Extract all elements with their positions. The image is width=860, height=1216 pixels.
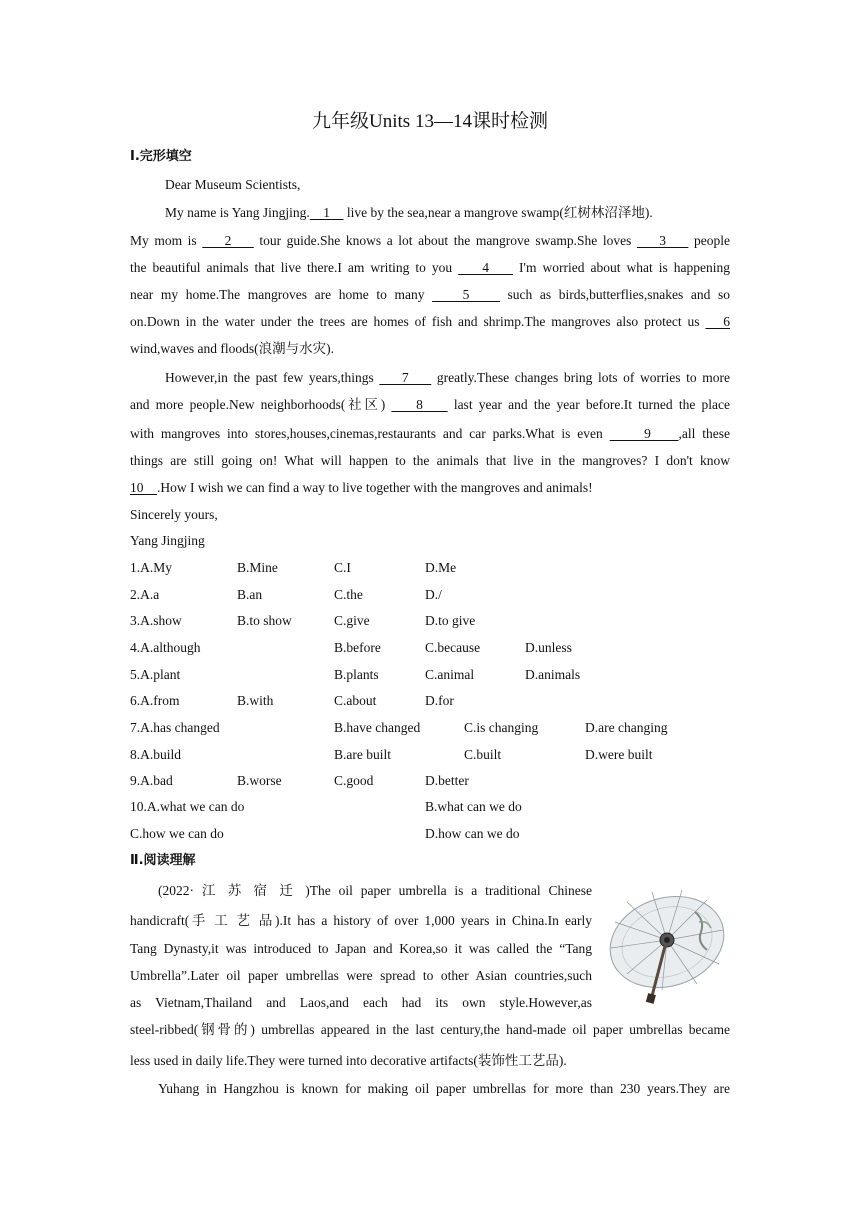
option: 9.A.bad — [130, 773, 173, 788]
passage-line: wind,waves and floods(浪潮与水灾). — [130, 341, 334, 356]
option: B.with — [237, 693, 274, 708]
passage-line: on.Down in the water under the trees are homes of fish and shrimp.The mangroves also protect us 6 — [130, 314, 730, 329]
letter-salutation: Dear Museum Scientists, — [165, 177, 301, 192]
passage-line: with mangroves into stores,houses,cinemas,restaurants and car parks.What is even 9 ,all these — [130, 426, 731, 441]
option: D.are changing — [585, 720, 668, 735]
option: 4.A.although — [130, 640, 201, 655]
blank-2: 2 — [202, 233, 254, 248]
reading-line: as Vietnam,Thailand and Laos,and each had its own style.However,as — [130, 995, 592, 1010]
option: C.about — [334, 693, 377, 708]
option: B.worse — [237, 773, 282, 788]
reading-line: less used in daily life.They were turned into decorative artifacts(装饰性工艺品). — [130, 1053, 567, 1068]
option: 3.A.show — [130, 613, 182, 628]
reading-line: Tang Dynasty,it was introduced to Japan and Korea,so it was called the “Tang — [130, 941, 592, 956]
blank-1: 1 — [309, 205, 344, 220]
option: D.were built — [585, 747, 653, 762]
option: D.for — [425, 693, 454, 708]
option: B.what can we do — [425, 799, 522, 814]
section2-heading: Ⅱ.阅读理解 — [130, 853, 196, 868]
section1-heading: Ⅰ.完形填空 — [130, 149, 192, 164]
option: 6.A.from — [130, 693, 180, 708]
option: C.I — [334, 560, 351, 575]
passage-line: My name is Yang Jingjing. 1 live by the sea,near a mangrove swamp(红树林沼泽地). — [165, 205, 653, 220]
option: C.how we can do — [130, 826, 224, 841]
oil-paper-umbrella-image — [607, 882, 732, 1007]
reading-line: Umbrella”.Later oil paper umbrellas were spread to other Asian countries,such — [130, 968, 592, 983]
option: B.plants — [334, 667, 379, 682]
option: D.unless — [525, 640, 572, 655]
reading-line: steel-ribbed(钢骨的) umbrellas appeared in the last century,the hand-made oil paper umbrellas became — [130, 1022, 730, 1037]
option: D.Me — [425, 560, 457, 575]
letter-closing: Sincerely yours, — [130, 507, 218, 522]
option: D.to give — [425, 613, 476, 628]
blank-9: 9 — [609, 426, 679, 441]
reading-line: (2022· 江 苏 宿 迁 )The oil paper umbrella is a traditional Chinese — [158, 883, 592, 898]
option: 1.A.My — [130, 560, 173, 575]
passage-line: My mom is 2 tour guide.She knows a lot about the mangrove swamp.She loves 3 people — [130, 233, 730, 248]
option: C.give — [334, 613, 370, 628]
blank-5: 5 — [432, 287, 500, 302]
option: C.built — [464, 747, 502, 762]
passage-line: things are still going on! What will happen to the animals that live in the mangroves? I don't know — [130, 453, 730, 468]
blank-3: 3 — [636, 233, 689, 248]
option: D.how can we do — [425, 826, 520, 841]
option: C.good — [334, 773, 374, 788]
passage-line: near my home.The mangroves are home to many 5 such as birds,butterflies,snakes and so — [130, 287, 730, 302]
blank-6: 6 — [705, 314, 730, 329]
option: 7.A.has changed — [130, 720, 220, 735]
page-title: 九年级Units 13—14课时检测 — [312, 111, 548, 132]
passage-line: and more people.New neighborhoods(社区) 8 last year and the year before.It turned the place — [130, 397, 730, 412]
option: D./ — [425, 587, 442, 602]
option: C.is changing — [464, 720, 539, 735]
option: 8.A.build — [130, 747, 182, 762]
passage-line: 10 .How I wish we can find a way to live together with the mangroves and animals! — [130, 480, 593, 495]
option: 2.A.a — [130, 587, 160, 602]
option: C.the — [334, 587, 363, 602]
option: B.are built — [334, 747, 391, 762]
option: D.animals — [525, 667, 581, 682]
passage-line: However,in the past few years,things 7 greatly.These changes bring lots of worries to more — [165, 370, 731, 385]
option: 10.A.what we can do — [130, 799, 245, 814]
option: 5.A.plant — [130, 667, 181, 682]
reading-line: handicraft(手 工 艺 品).It has a history of over 1,000 years in China.In early — [130, 913, 592, 928]
blank-10: 10 — [130, 480, 157, 495]
passage-line: the beautiful animals that live there.I am writing to you 4 I'm worried about what is happening — [130, 260, 731, 275]
letter-signature: Yang Jingjing — [130, 533, 205, 548]
blank-8: 8 — [391, 397, 448, 412]
option: B.before — [334, 640, 381, 655]
reading-line: Yuhang in Hangzhou is known for making oil paper umbrellas for more than 230 years.They are — [158, 1081, 730, 1096]
option: B.to show — [237, 613, 292, 628]
blank-7: 7 — [379, 370, 432, 385]
option: B.have changed — [334, 720, 421, 735]
option: B.Mine — [237, 560, 278, 575]
option: C.animal — [425, 667, 475, 682]
option: D.better — [425, 773, 469, 788]
option: C.because — [425, 640, 481, 655]
option: B.an — [237, 587, 263, 602]
blank-4: 4 — [458, 260, 514, 275]
